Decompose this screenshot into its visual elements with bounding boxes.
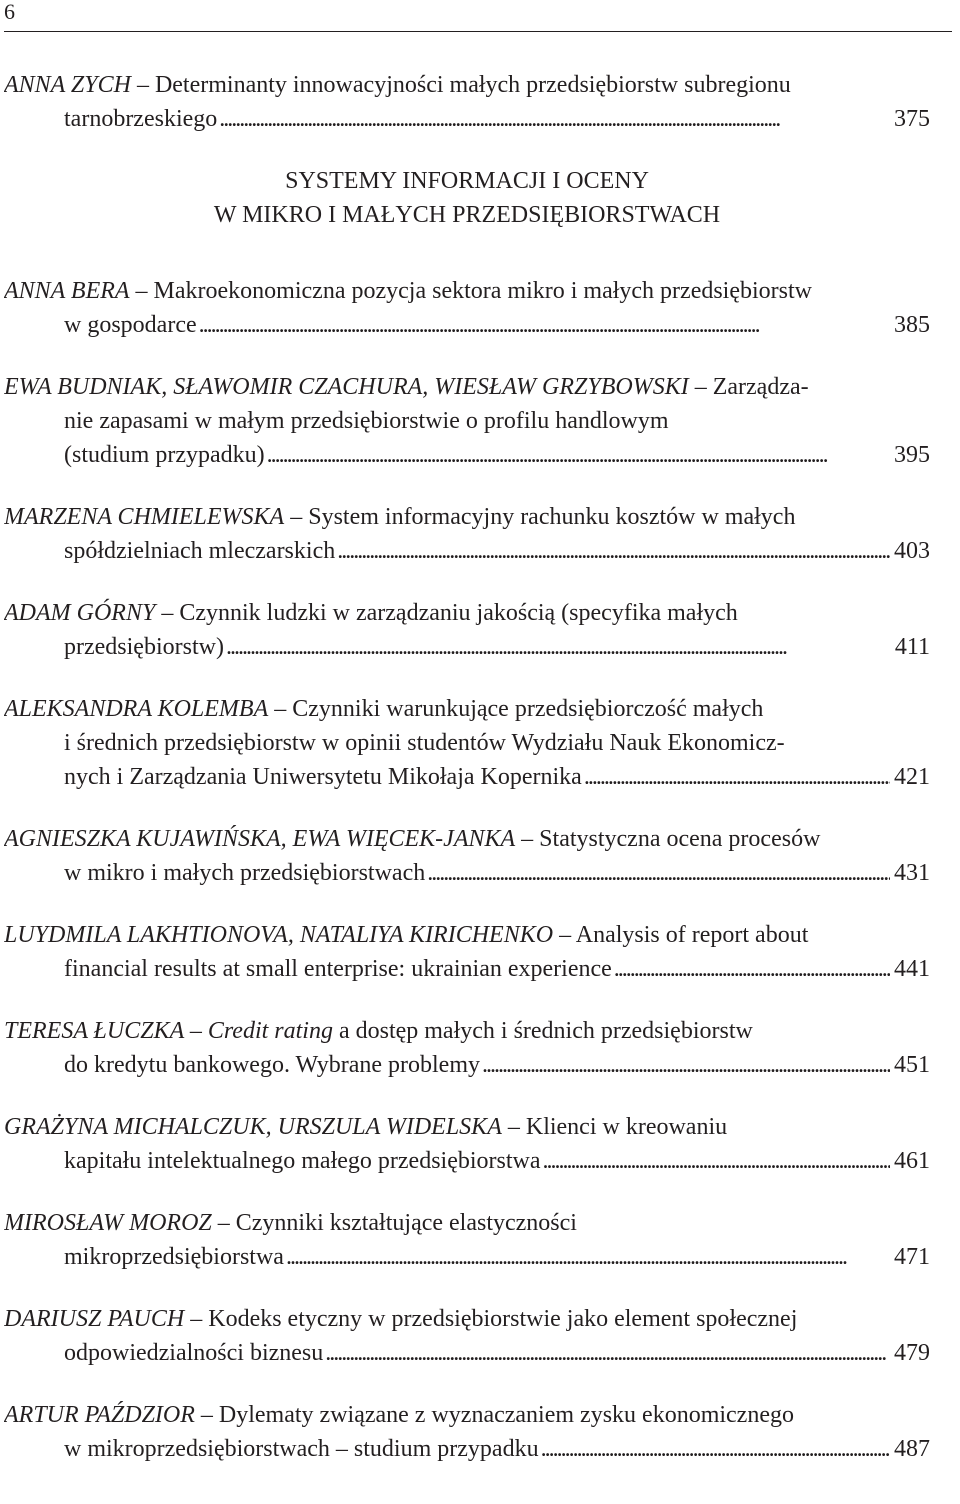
toc-entry-page: 451: [894, 1052, 930, 1078]
toc-entry: [4, 500, 930, 568]
toc-entry-title-end: nych i Zarządzania Uniwersytetu Mikołaja Kopernika: [64, 764, 582, 790]
toc-entry-title-line: [4, 1014, 930, 1048]
toc-entry-title-end: mikroprzedsiębiorstwa: [64, 1244, 284, 1270]
toc-entry-author: ANNA ZYCH: [4, 72, 131, 98]
dot-leader: [267, 438, 890, 472]
toc-entry: [4, 68, 930, 136]
dot-leader: [286, 1240, 890, 1274]
toc-entry-author: MIROSŁAW MOROZ: [4, 1210, 212, 1236]
section-title-line-1: SYSTEMY INFORMACJI I OCENY: [285, 168, 649, 194]
section-title-line-2: W MIKRO I MAŁYCH PRZEDSIĘBIORSTWACH: [213, 202, 721, 228]
toc-entry-author: ARTUR PAŹDZIOR: [4, 1402, 195, 1428]
toc-entry-title: – Kodeks etyczny w przedsiębiorstwie jako element społecznej: [184, 1306, 798, 1332]
toc-entry-page: 395: [894, 442, 930, 468]
toc-entry-page: 487: [894, 1436, 930, 1462]
toc-entry: [4, 918, 930, 986]
toc-entry-last-line: [4, 534, 930, 568]
toc-entry: [4, 1014, 930, 1082]
toc-entry: [4, 1110, 930, 1178]
toc-entry-last-line: [4, 438, 930, 472]
toc-entry-page: 403: [894, 538, 930, 564]
dot-leader: [543, 1144, 890, 1178]
toc-entry-page: 461: [894, 1148, 930, 1174]
toc-entry-title-line: [4, 68, 930, 102]
toc-entry-title: – Klienci w kreowaniu: [501, 1114, 728, 1140]
toc-entry-title-end: financial results at small enterprise: ukrainian experience: [64, 956, 612, 982]
toc-entry-title: – Statystyczna ocena procesów: [515, 826, 821, 852]
toc-entry-last-line: [4, 308, 930, 342]
toc-entry: [4, 1398, 930, 1466]
toc-entry-last-line: [4, 1240, 930, 1274]
toc-entry-author: ANNA BERA: [4, 278, 130, 304]
toc-entry-author: GRAŻYNA MICHALCZUK, URSZULA WIDELSKA: [4, 1114, 502, 1140]
toc-entry-last-line: [4, 856, 930, 890]
toc-entry-title-line: [4, 1398, 930, 1432]
toc-entry-title-line: [4, 596, 930, 630]
dot-leader: [427, 856, 890, 890]
toc-entry-title-continuation: i średnich przedsiębiorstw w opinii studentów Wydziału Nauk Ekonomicz-: [64, 730, 785, 756]
toc-entry-last-line: [4, 760, 930, 794]
toc-entry-author: ADAM GÓRNY: [4, 600, 156, 626]
toc-entry-page: 421: [894, 764, 930, 790]
toc-entry-title: – Czynniki kształtujące elastyczności: [211, 1210, 577, 1236]
toc-entry: [4, 596, 930, 664]
toc-entry-title-end: w mikro i małych przedsiębiorstwach: [64, 860, 426, 886]
dot-leader: [199, 308, 890, 342]
toc-entry-author: EWA BUDNIAK, SŁAWOMIR CZACHURA, WIESŁAW GRZYBOWSKI: [4, 374, 689, 400]
dot-leader: [325, 1336, 890, 1370]
toc-entry-page: 471: [894, 1244, 930, 1270]
dot-leader: [541, 1432, 890, 1466]
table-of-contents: [4, 68, 930, 1494]
dot-leader: [614, 952, 890, 986]
toc-entry-title-line: [4, 692, 930, 726]
toc-entry-last-line: [4, 1432, 930, 1466]
toc-entry-title: – Czynniki warunkujące przedsiębiorczość małych: [268, 696, 764, 722]
toc-entry-author: LUYDMILA LAKHTIONOVA, NATALIYA KIRICHENKO: [4, 922, 554, 948]
toc-entry-title-line: [4, 918, 930, 952]
toc-entry-title-end: (studium przypadku): [64, 442, 265, 468]
toc-entry: [4, 1206, 930, 1274]
toc-entry-title-end: odpowiedzialności biznesu: [64, 1340, 324, 1366]
toc-entry-last-line: [4, 952, 930, 986]
toc-entry-author: TERESA ŁUCZKA: [4, 1018, 184, 1044]
toc-entry-title-end: w mikroprzedsiębiorstwach – studium przypadku: [64, 1436, 539, 1462]
toc-entries: [4, 274, 930, 1466]
toc-entry-author: ALEKSANDRA KOLEMBA: [4, 696, 269, 722]
toc-entry-title: a dostęp małych i średnich przedsiębiorstw: [332, 1018, 753, 1044]
toc-entry: [4, 274, 930, 342]
toc-entry-last-line: [4, 1336, 930, 1370]
toc-entry-last-line: [4, 102, 930, 136]
toc-entry-page: 375: [894, 106, 930, 132]
toc-entry-title: – Zarządza-: [688, 374, 809, 400]
toc-entry-title-end: przedsiębiorstw): [64, 634, 224, 660]
toc-entry-author: DARIUSZ PAUCH: [4, 1306, 185, 1332]
toc-entry: [4, 822, 930, 890]
toc-entry-last-line: [4, 630, 930, 664]
toc-entry-title-italic: – Credit rating: [183, 1018, 333, 1044]
dot-leader: [337, 534, 890, 568]
toc-entry-title-line: [4, 370, 930, 404]
toc-entry-author: AGNIESZKA KUJAWIŃSKA, EWA WIĘCEK-JANKA: [4, 826, 516, 852]
dot-leader: [584, 760, 890, 794]
toc-entry-title-end: kapitału intelektualnego małego przedsiębiorstwa: [64, 1148, 541, 1174]
section-title: [4, 164, 930, 232]
toc-entry-title-continuation: nie zapasami w małym przedsiębiorstwie o profilu handlowym: [64, 408, 669, 434]
toc-entry-title: – Determinanty innowacyjności małych przedsiębiorstw subregionu: [130, 72, 791, 98]
toc-entry-page: 431: [894, 860, 930, 886]
toc-entry-title-end: spółdzielniach mleczarskich: [64, 538, 336, 564]
toc-entry-title-line: [4, 274, 930, 308]
toc-entry-title-end: do kredytu bankowego. Wybrane problemy: [64, 1052, 481, 1078]
toc-entry: [4, 692, 930, 794]
toc-entry-title-end: tarnobrzeskiego: [64, 106, 218, 132]
toc-entry-page: 479: [894, 1340, 930, 1366]
dot-leader: [226, 630, 891, 664]
toc-entry-title-line: [4, 1206, 930, 1240]
toc-entry-title-line: [4, 1110, 930, 1144]
dot-leader: [482, 1048, 890, 1082]
toc-entry-last-line: [4, 1048, 930, 1082]
toc-entry-title: – Czynnik ludzki w zarządzaniu jakością (specyfika małych: [155, 600, 738, 626]
toc-entry: [4, 1302, 930, 1370]
toc-entry-title: – System informacyjny rachunku kosztów w małych: [284, 504, 796, 530]
toc-entry: [4, 370, 930, 472]
toc-entry-title: – Makroekonomiczna pozycja sektora mikro i małych przedsiębiorstw: [129, 278, 812, 304]
toc-entry-page: 441: [894, 956, 930, 982]
page-number: 6: [4, 0, 15, 24]
toc-entry-page: 385: [894, 312, 930, 338]
toc-entry-title-line: [4, 822, 930, 856]
toc-entry-author: MARZENA CHMIELEWSKA: [4, 504, 285, 530]
toc-entry-title: – Analysis of report about: [553, 922, 809, 948]
toc-entry-page: 411: [894, 634, 930, 660]
toc-entry-title-line: [4, 1302, 930, 1336]
toc-entry-title-end: w gospodarce: [64, 312, 197, 338]
dot-leader: [219, 102, 890, 136]
toc-entry-title-line: [4, 500, 930, 534]
header-rule: [4, 31, 952, 32]
toc-entry-title: – Dylematy związane z wyznaczaniem zysku ekonomicznego: [194, 1402, 794, 1428]
toc-entry-last-line: [4, 1144, 930, 1178]
